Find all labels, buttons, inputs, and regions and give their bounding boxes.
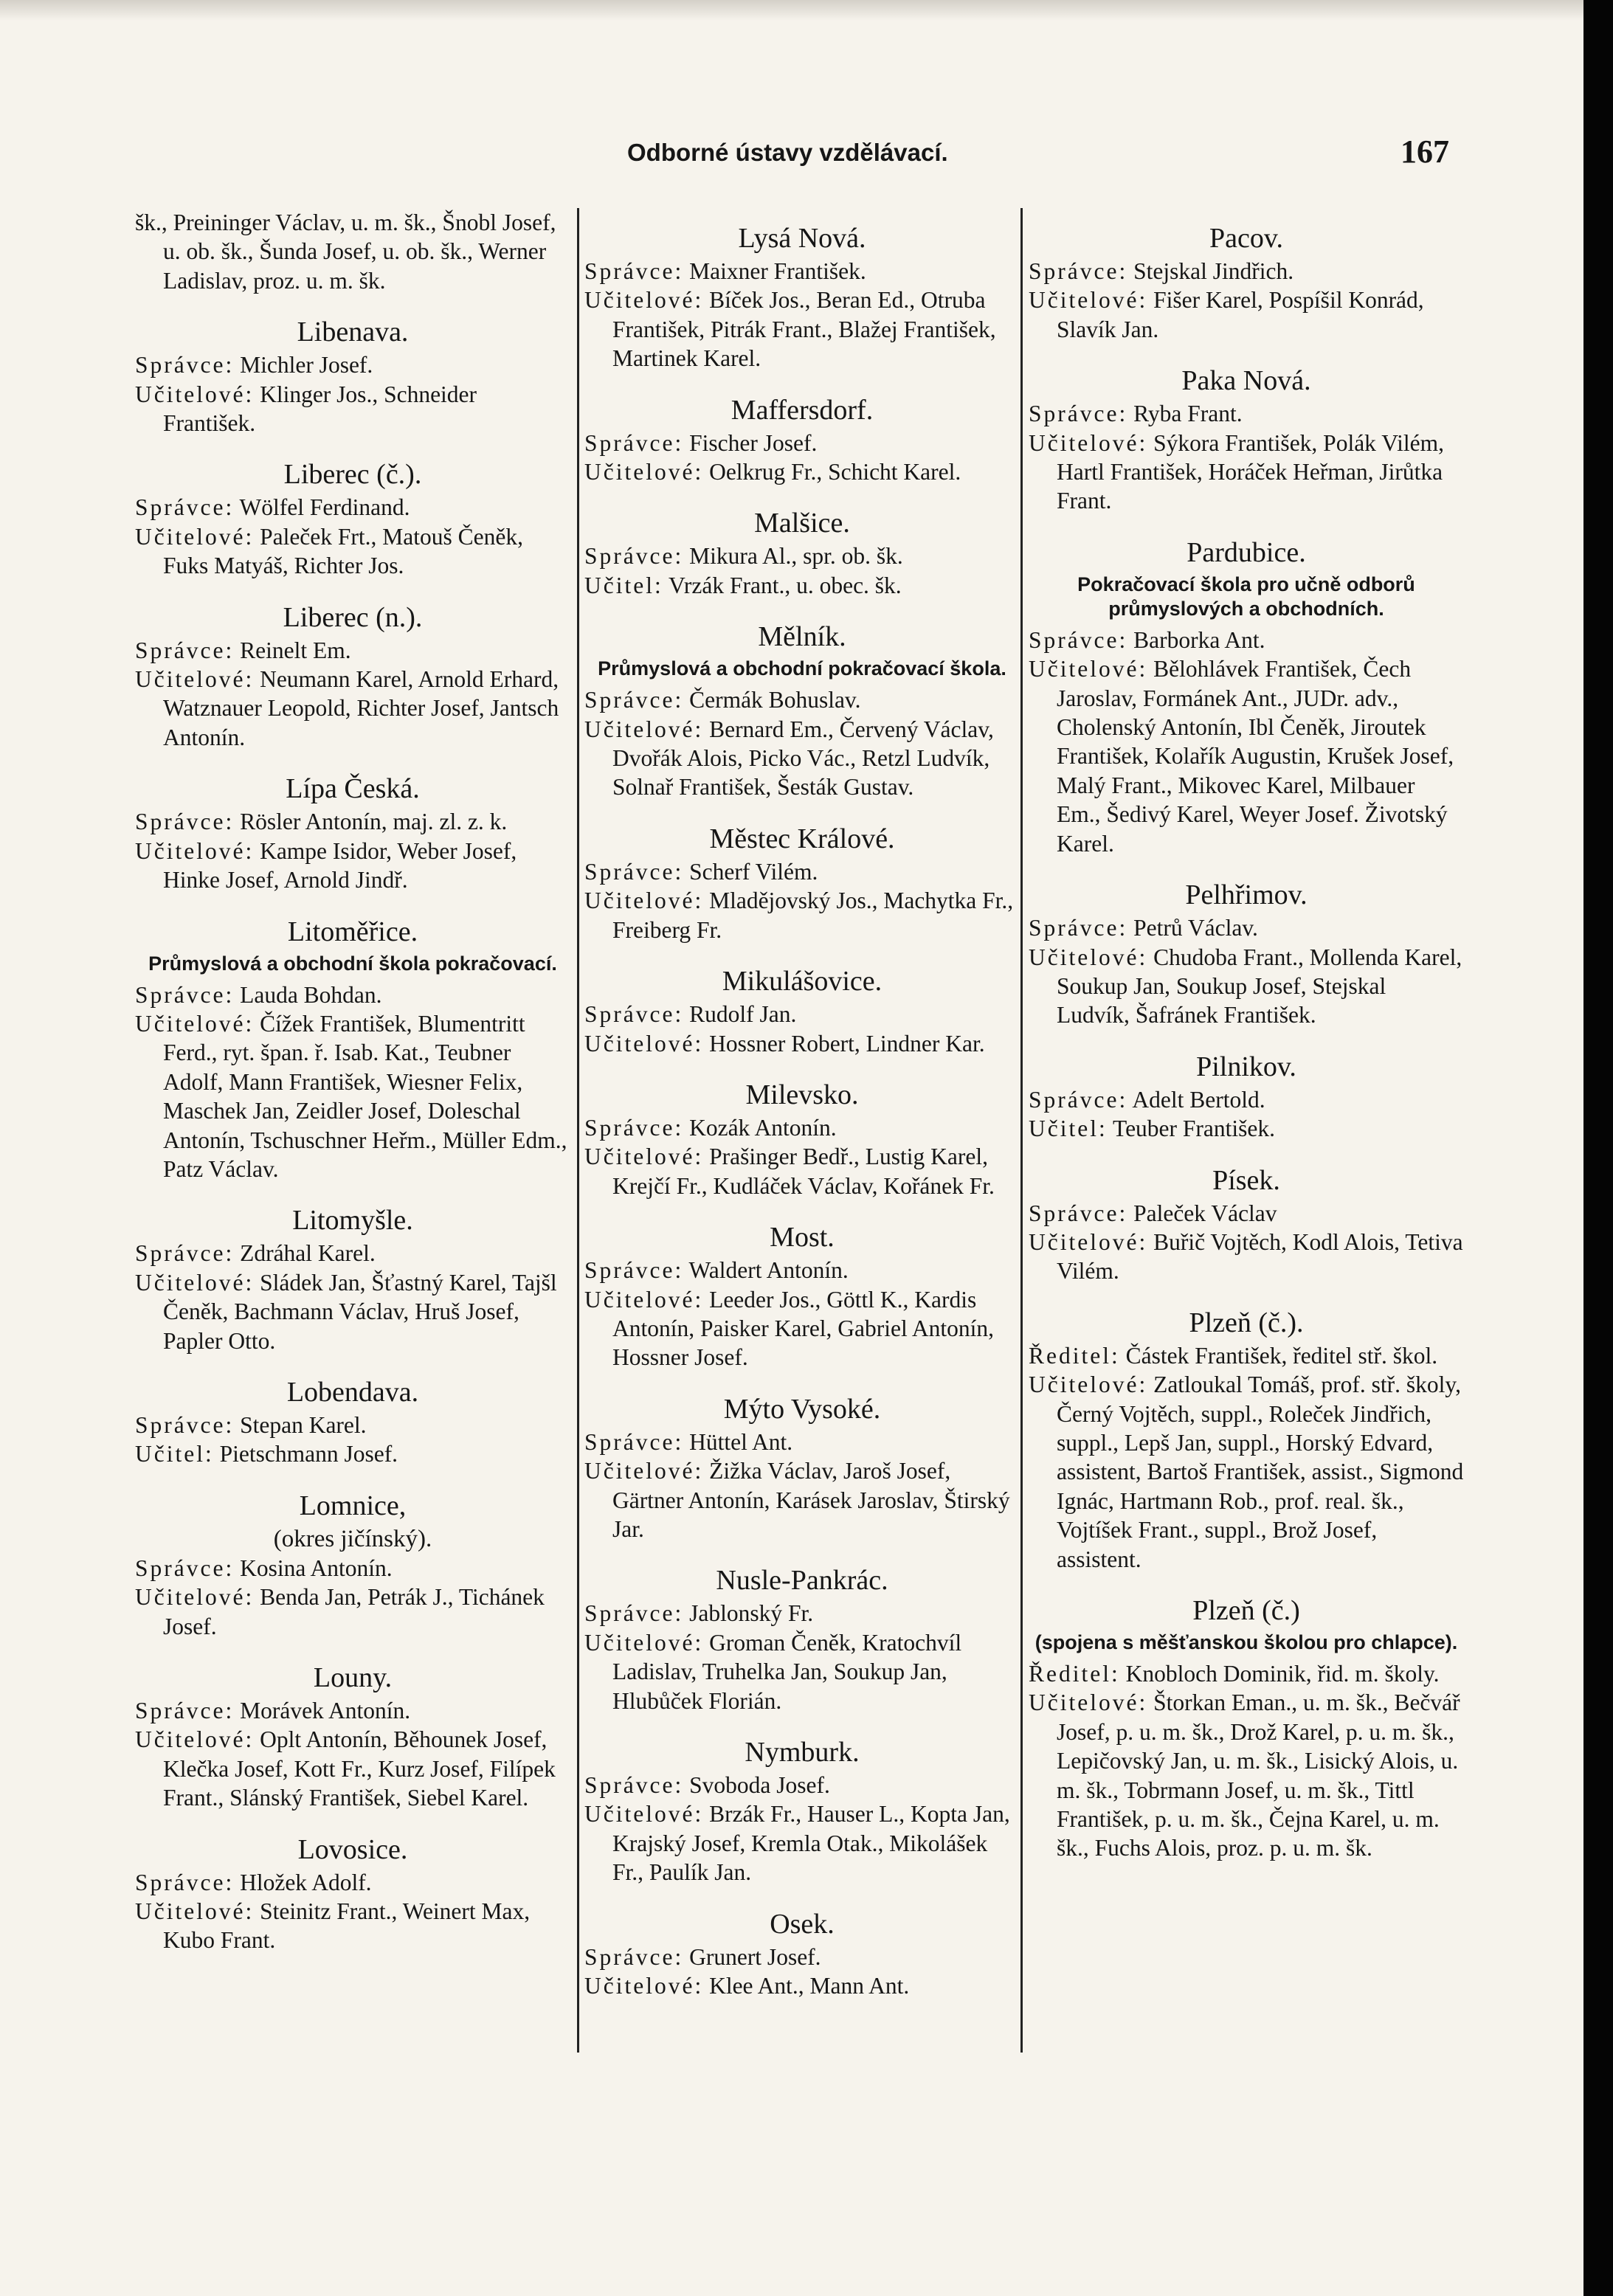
entry-text: Bělohlávek František, Čech Jaroslav, Formánek Ant., JUDr. adv., Cholenský Antonín, Ibl Čeněk, Jiroutek František, Kolařík Augustin, Krušek Josef, Malý Frant., Mikovec Karel, Milbauer Em., Šedivý Karel, Weyer Josef. Životský Karel. bbox=[1057, 656, 1454, 857]
entry-ucitele bbox=[135, 1725, 570, 1812]
section-heading: Litoměřice. bbox=[287, 916, 418, 947]
running-header: Odborné ústavy vzdělávací. bbox=[627, 139, 948, 166]
entry-text: Groman Čeněk, Kratochvíl Ladislav, Truhelka Jan, Soukup Jan, Hlubůček Florián. bbox=[612, 1629, 962, 1714]
section-heading: Mělník. bbox=[758, 621, 846, 653]
entry-ucitele bbox=[1029, 286, 1464, 344]
entry-spravce bbox=[584, 857, 1020, 886]
entry-label: Učitelové: bbox=[1029, 944, 1148, 970]
entry-label: Správce: bbox=[584, 1114, 684, 1141]
page-top-shadow bbox=[0, 0, 1613, 21]
entry-label: Správce: bbox=[135, 352, 235, 378]
section-heading: Plzeň (č.). bbox=[1189, 1307, 1304, 1338]
entry-label: Učitelové: bbox=[135, 1726, 255, 1753]
entry-text: Čížek František, Blumentritt Ferd., ryt. špan. ř. Isab. Kat., Teubner Adolf, Mann František, Wiesner Felix, Maschek Jan, Zeidler Josef, Doleschal Antonín, Tschuschner Heřm., Müller Edm., Patz Václav. bbox=[163, 1010, 567, 1182]
entry-label: Správce: bbox=[135, 637, 235, 663]
entry-ucitele bbox=[584, 457, 1020, 486]
entry-ucitele bbox=[1029, 429, 1464, 516]
entry-text: Benda Jan, Petrák J., Tichánek Josef. bbox=[163, 1584, 545, 1639]
entry-text: Michler Josef. bbox=[240, 352, 373, 378]
section-heading: Most. bbox=[770, 1222, 835, 1254]
entry-label: Správce: bbox=[584, 1428, 684, 1455]
entry-label: Učitelové: bbox=[1029, 656, 1148, 682]
entry-text: Klee Ant., Mann Ant. bbox=[709, 1973, 910, 1999]
entry-label: Správce: bbox=[1029, 401, 1128, 427]
entry-ucitele bbox=[135, 1583, 570, 1641]
entry-label: Správce: bbox=[584, 429, 684, 456]
entry-text: Mikura Al., spr. ob. šk. bbox=[689, 543, 903, 570]
entry-text: Částek František, ředitel stř. škol. bbox=[1125, 1342, 1438, 1369]
entry-label: Učitelové: bbox=[135, 1898, 255, 1925]
entry-label: Učitelové: bbox=[584, 1458, 704, 1484]
entry-text: Stepan Karel. bbox=[240, 1411, 367, 1438]
section-heading: Lípa Česká. bbox=[286, 773, 420, 805]
column-1 bbox=[135, 208, 570, 1955]
entry-text: Maixner František. bbox=[689, 258, 866, 284]
entry-text: Klinger Jos., Schneider František. bbox=[163, 381, 477, 437]
entry-spravce bbox=[1029, 1199, 1464, 1228]
entry-reditel bbox=[1029, 1659, 1464, 1688]
entry-ucitele bbox=[584, 1456, 1020, 1543]
section-heading: Nusle-Pankrác. bbox=[716, 1565, 888, 1597]
entry-spravce bbox=[135, 981, 570, 1009]
entry-text: Vrzák Frant., u. obec. šk. bbox=[669, 572, 902, 598]
entry-text: Fischer Josef. bbox=[689, 429, 818, 456]
section-subheading: Průmyslová a obchodní škola pokračovací. bbox=[148, 952, 557, 975]
entry-text: Steinitz Frant., Weinert Max, Kubo Frant. bbox=[163, 1898, 531, 1954]
entry-ucitele bbox=[584, 715, 1020, 802]
entry-text: Brzák Fr., Hauser L., Kopta Jan, Krajský Josef, Kremla Otak., Mikolášek Fr., Paulík Jan. bbox=[612, 1801, 1010, 1886]
entry-text: Štorkan Eman., u. m. šk., Bečvář Josef, p. u. m. šk., Drož Karel, p. u. m. šk., Lepičovský Jan, u. m. šk., Lisický Alois, u. m. šk., Tobrmann Josef, u. m. šk., Tittl František, p. u. m. šk., Čejna Karel, u. m. šk., Fuchs Alois, proz. p. u. m. šk. bbox=[1057, 1690, 1460, 1861]
section-heading: Liberec (n.). bbox=[283, 601, 423, 633]
entry-text: Bíček Jos., Beran Ed., Otruba František, Pitrák Frant., Blažej František, Martinek Karel. bbox=[612, 287, 996, 372]
entry-label: Správce: bbox=[1029, 626, 1128, 653]
entry-ucitel bbox=[1029, 1114, 1464, 1143]
entry-spravce bbox=[584, 1256, 1020, 1284]
entry-spravce bbox=[584, 1599, 1020, 1628]
column-divider-2 bbox=[1020, 208, 1023, 2053]
entry-text: Scherf Vilém. bbox=[689, 858, 818, 885]
entry-ucitele bbox=[135, 1897, 570, 1955]
entry-text: Buřič Vojtěch, Kodl Alois, Tetiva Vilém. bbox=[1057, 1228, 1463, 1284]
entry-label: Správce: bbox=[1029, 258, 1128, 284]
entry-label: Učitelové: bbox=[584, 1973, 704, 1999]
entry-text: Chudoba Frant., Mollenda Karel, Soukup Jan, Soukup Josef, Stejskal Ludvík, Šafránek František. bbox=[1057, 944, 1462, 1028]
entry-text: Petrů Václav. bbox=[1133, 915, 1258, 941]
entry-label: Správce: bbox=[584, 687, 684, 713]
entry-text: Hložek Adolf. bbox=[240, 1869, 372, 1895]
entry-ucitele bbox=[584, 1799, 1020, 1887]
entry-spravce bbox=[1029, 1085, 1464, 1114]
entry-ucitele bbox=[1029, 943, 1464, 1030]
entry-text: Zatloukal Tomáš, prof. stř. školy, Černý Vojtěch, suppl., Roleček Jindřich, suppl., Lepš Jan, suppl., Horský Edvard, assistent, Bartoš František, assist., Sigmond Ignác, Hartmann Rob., prof. real. šk., Vojtíšek Frant., suppl., Brož Josef, assistent. bbox=[1057, 1372, 1464, 1572]
entry-label: Učitelové: bbox=[584, 888, 704, 914]
entry-spravce bbox=[1029, 399, 1464, 428]
entry-text: Neumann Karel, Arnold Erhard, Watznauer Leopold, Richter Josef, Jantsch Antonín. bbox=[163, 666, 559, 750]
entry-spravce bbox=[584, 1113, 1020, 1142]
entry-label: Učitelové: bbox=[135, 1269, 255, 1296]
entry-label: Učitelové: bbox=[135, 1584, 255, 1611]
entry-label: Učitelové: bbox=[584, 1629, 704, 1656]
section-heading: Plzeň (č.) bbox=[1192, 1595, 1300, 1626]
entry-text: Sýkora František, Polák Vilém, Hartl František, Horáček Heřman, Jirůtka Frant. bbox=[1057, 429, 1444, 514]
entry-spravce bbox=[135, 807, 570, 836]
entry-ucitele bbox=[1029, 1228, 1464, 1286]
entry-label: Správce: bbox=[584, 858, 684, 885]
entry-spravce bbox=[584, 1000, 1020, 1028]
entry-text: Morávek Antonín. bbox=[240, 1698, 411, 1723]
section-heading: Paka Nová. bbox=[1181, 365, 1311, 397]
entry-label: Učitel: bbox=[584, 572, 663, 598]
entry-text: Waldert Antonín. bbox=[688, 1257, 849, 1284]
section-heading: Písek. bbox=[1212, 1164, 1280, 1196]
entry-text: Svoboda Josef. bbox=[689, 1772, 830, 1798]
entry-label: Učitelové: bbox=[135, 666, 255, 693]
entry-text: Pietschmann Josef. bbox=[219, 1441, 398, 1467]
entry-spravce bbox=[135, 1696, 570, 1725]
entry-ucitele bbox=[1029, 1370, 1464, 1574]
section-heading: Malšice. bbox=[754, 508, 850, 539]
entry-spravce bbox=[584, 685, 1020, 714]
entry-text: Hossner Robert, Lindner Kar. bbox=[709, 1030, 985, 1057]
entry-label: Správce: bbox=[135, 809, 235, 835]
entry-spravce bbox=[584, 1771, 1020, 1799]
section-heading: Lovosice. bbox=[297, 1833, 408, 1865]
entry-label: Učitelové: bbox=[584, 1801, 704, 1828]
section-heading: Osek. bbox=[770, 1908, 835, 1940]
entry-ucitele bbox=[1029, 654, 1464, 858]
entry-ucitele bbox=[584, 1285, 1020, 1372]
entry-text: Bernard Em., Červený Václav, Dvořák Alois, Picko Vác., Retzl Ludvík, Solnař František, Šesták Gustav. bbox=[612, 716, 994, 801]
entry-label: Správce: bbox=[584, 1600, 684, 1627]
entry-text: Kampe Isidor, Weber Josef, Hinke Josef, Arnold Jindř. bbox=[163, 837, 517, 893]
entry-ucitele bbox=[584, 1142, 1020, 1200]
entry-spravce bbox=[135, 350, 570, 379]
entry-label: Učitelové: bbox=[1029, 1228, 1148, 1255]
entry-spravce bbox=[135, 1868, 570, 1897]
entry-label: Správce: bbox=[135, 981, 235, 1008]
entry-reditel bbox=[1029, 1341, 1464, 1370]
entry-spravce bbox=[135, 636, 570, 665]
entry-ucitele bbox=[584, 1628, 1020, 1715]
entry-label: Učitelové: bbox=[584, 1144, 704, 1170]
entry-text: Barborka Ant. bbox=[1133, 626, 1265, 653]
entry-text: Teuber František. bbox=[1113, 1116, 1276, 1142]
entry-label: Učitelové: bbox=[584, 459, 704, 485]
entry-text: Lauda Bohdan. bbox=[240, 981, 382, 1008]
section-heading: Libenava. bbox=[297, 317, 409, 348]
page-number: 167 bbox=[1400, 134, 1449, 170]
entry-spravce bbox=[135, 1411, 570, 1439]
section-heading: Mikulášovice. bbox=[722, 966, 883, 997]
section-heading: Městec Králové. bbox=[709, 823, 895, 854]
entry-text: Fišer Karel, Pospíšil Konrád, Slavík Jan. bbox=[1057, 287, 1424, 342]
entry-label: Správce: bbox=[135, 1555, 235, 1581]
entry-label: Učitelové: bbox=[1029, 429, 1148, 456]
section-heading: Litomyšle. bbox=[292, 1205, 413, 1237]
entry-text: Zdráhal Karel. bbox=[240, 1240, 376, 1267]
entry-text: Rösler Antonín, maj. zl. z. k. bbox=[240, 809, 508, 835]
entry-text: Žižka Václav, Jaroš Josef, Gärtner Antonín, Karásek Jaroslav, Štirský Jar. bbox=[612, 1458, 1010, 1542]
entry-label: Správce: bbox=[584, 1943, 684, 1970]
entry-label: Učitelové: bbox=[1029, 1690, 1148, 1716]
entry-label: Správce: bbox=[135, 1698, 235, 1723]
entry-label: Učitelové: bbox=[135, 523, 255, 550]
column-divider-1 bbox=[577, 208, 579, 2053]
entry-text: Grunert Josef. bbox=[689, 1943, 821, 1970]
entry-label: Učitel: bbox=[1029, 1116, 1108, 1142]
entry-label: Učitel: bbox=[135, 1441, 214, 1467]
entry-label: Ředitel: bbox=[1029, 1342, 1120, 1369]
entry-ucitele bbox=[584, 1971, 1020, 2000]
entry-label: Učitelové: bbox=[1029, 1372, 1148, 1398]
section-heading: Milevsko. bbox=[745, 1079, 859, 1110]
entry-text: Knobloch Dominik, řid. m. školy. bbox=[1125, 1661, 1440, 1687]
section-heading: Louny. bbox=[313, 1662, 393, 1693]
entry-spravce bbox=[135, 1554, 570, 1583]
entry-text: Hüttel Ant. bbox=[689, 1428, 793, 1455]
column-3 bbox=[1029, 208, 1464, 1863]
entry-ucitele bbox=[584, 1029, 1020, 1058]
entry-text: Čermák Bohuslav. bbox=[689, 687, 861, 713]
entry-text: Wölfel Ferdinand. bbox=[239, 494, 410, 521]
entry-label: Správce: bbox=[135, 1869, 235, 1895]
entry-text: Adelt Bertold. bbox=[1132, 1086, 1265, 1113]
entry-label: Správce: bbox=[1029, 1200, 1128, 1226]
entry-label: Správce: bbox=[1029, 1086, 1128, 1113]
section-heading: Lomnice, bbox=[299, 1490, 407, 1521]
section-subheading: (okres jičínský). bbox=[273, 1525, 432, 1552]
entry-label: Ředitel: bbox=[1029, 1661, 1120, 1687]
entry-spravce bbox=[1029, 626, 1464, 654]
entry-spravce bbox=[584, 542, 1020, 570]
entry-ucitel bbox=[584, 571, 1020, 600]
entry-ucitele bbox=[1029, 1688, 1464, 1862]
entry-label: Učitelové: bbox=[1029, 287, 1148, 314]
entry-label: Správce: bbox=[584, 543, 684, 570]
entry-label: Učitelové: bbox=[135, 1010, 255, 1037]
entry-ucitele bbox=[135, 522, 570, 581]
entry-text: Mladějovský Jos., Machytka Fr., Freiberg Fr. bbox=[612, 888, 1014, 943]
entry-text: Ryba Frant. bbox=[1133, 401, 1243, 427]
section-heading: Pacov. bbox=[1209, 223, 1283, 254]
entry-label: Správce: bbox=[584, 258, 684, 284]
entry-label: Správce: bbox=[584, 1001, 684, 1028]
entry-label: Učitelové: bbox=[584, 1286, 704, 1313]
entry-spravce bbox=[135, 493, 570, 522]
entry-spravce bbox=[584, 1943, 1020, 1971]
entry-spravce bbox=[584, 429, 1020, 457]
entry-label: Správce: bbox=[584, 1257, 684, 1284]
entry-label: Správce: bbox=[1029, 915, 1128, 941]
entry-label: Učitelové: bbox=[135, 381, 255, 407]
section-subheading: (spojena s měšťanskou školou pro chlapce). bbox=[1035, 1631, 1458, 1653]
section-subheading: Průmyslová a obchodní pokračovací škola. bbox=[598, 657, 1006, 680]
section-heading: Liberec (č.). bbox=[283, 459, 422, 491]
section-heading: Maffersdorf. bbox=[730, 394, 874, 426]
entry-text: Paleček Václav bbox=[1133, 1200, 1277, 1226]
entry-ucitele bbox=[135, 665, 570, 752]
entry-text: Jablonský Fr. bbox=[689, 1600, 814, 1627]
entry-ucitele bbox=[135, 837, 570, 895]
entry-label: Správce: bbox=[135, 494, 235, 521]
entry-text: Leeder Jos., Göttl K., Kardis Antonín, Paisker Karel, Gabriel Antonín, Hossner Josef. bbox=[612, 1286, 995, 1371]
section-heading: Lobendava. bbox=[286, 1376, 419, 1408]
entry-spravce bbox=[584, 257, 1020, 286]
entry-text: Paleček Frt., Matouš Čeněk, Fuks Matyáš, Richter Jos. bbox=[163, 523, 524, 579]
entry-text: Oelkrug Fr., Schicht Karel. bbox=[709, 459, 961, 485]
entry-label: Správce: bbox=[584, 1772, 684, 1798]
entry-label: Učitelové: bbox=[135, 837, 255, 864]
scan-right-border bbox=[1583, 0, 1613, 2296]
entry-ucitele bbox=[584, 886, 1020, 944]
entry-label: Správce: bbox=[135, 1411, 235, 1438]
entry-spravce bbox=[1029, 913, 1464, 942]
entry-text: Prašinger Bedř., Lustig Karel, Krejčí Fr., Kudláček Václav, Kořánek Fr. bbox=[612, 1144, 995, 1199]
entry-spravce bbox=[584, 1428, 1020, 1456]
entry-text: Rudolf Jan. bbox=[689, 1001, 797, 1028]
column-2 bbox=[584, 208, 1020, 2000]
section-heading: Mýto Vysoké. bbox=[723, 1393, 881, 1425]
entry-ucitele bbox=[135, 380, 570, 438]
section-heading: Nymburk. bbox=[745, 1737, 860, 1768]
entry-label: Správce: bbox=[135, 1240, 235, 1267]
section-subheading: Pokračovací škola pro učně odborů průmyslových a obchodních. bbox=[1077, 573, 1415, 620]
entry-ucitele bbox=[135, 1009, 570, 1183]
entry-text: Oplt Antonín, Běhounek Josef, Klečka Josef, Kott Fr., Kurz Josef, Filípek Frant., Slánský František, Siebel Karel. bbox=[163, 1726, 556, 1811]
entry-spravce bbox=[1029, 257, 1464, 286]
entry-ucitele bbox=[584, 286, 1020, 373]
entry-text: Kozák Antonín. bbox=[689, 1114, 837, 1141]
entry-label: Učitelové: bbox=[584, 287, 704, 314]
entry-label: Učitelové: bbox=[584, 716, 704, 742]
section-heading: Pardubice. bbox=[1187, 536, 1306, 568]
section-heading: Lysá Nová. bbox=[738, 223, 866, 254]
section-heading: Pilnikov. bbox=[1196, 1051, 1296, 1082]
section-heading: Pelhřimov. bbox=[1185, 879, 1308, 911]
entry-text: Reinelt Em. bbox=[240, 637, 351, 663]
entry-text: Kosina Antonín. bbox=[240, 1555, 393, 1581]
entry-ucitele bbox=[135, 1268, 570, 1355]
entry-ucitel bbox=[135, 1439, 570, 1468]
entry-text: Stejskal Jindřich. bbox=[1133, 258, 1294, 284]
entry-label: Učitelové: bbox=[584, 1030, 704, 1057]
entry-spravce bbox=[135, 1239, 570, 1268]
entry-text: Sládek Jan, Šťastný Karel, Tajšl Čeněk, Bachmann Václav, Hruš Josef, Papler Otto. bbox=[163, 1269, 557, 1354]
continued-entry: šk., Preininger Václav, u. m. šk., Šnobl Josef, u. ob. šk., Šunda Josef, u. ob. šk., Werner Ladislav, proz. u. m. šk. bbox=[135, 210, 556, 294]
